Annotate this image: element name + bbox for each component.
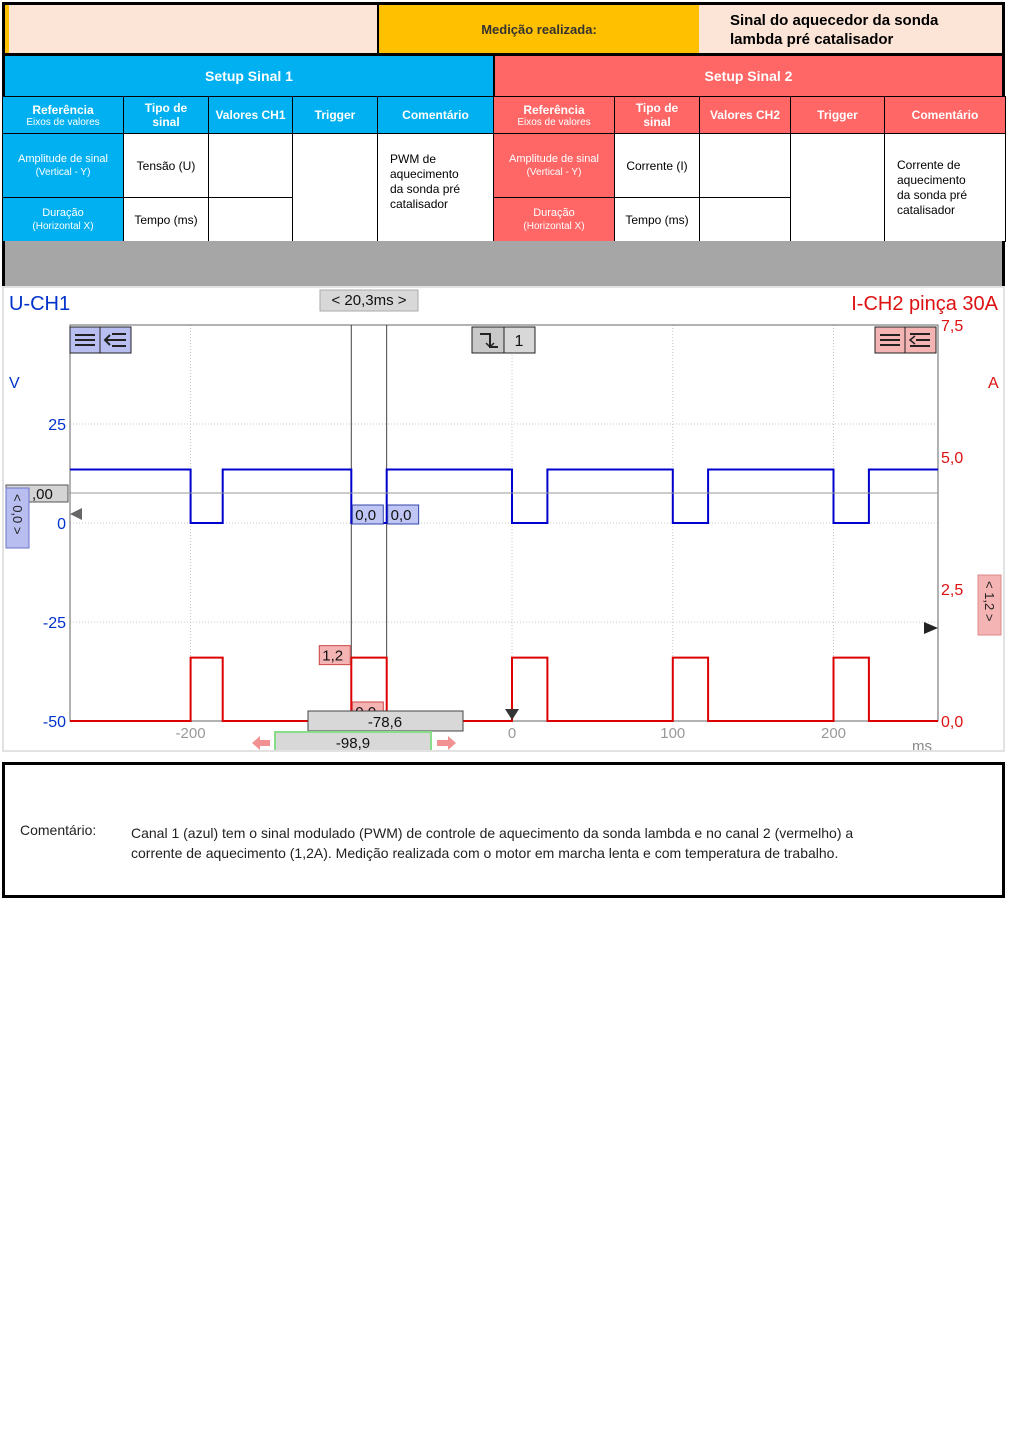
setup2-row2-type: Tempo (ms) bbox=[615, 198, 700, 242]
setup1-row1-type: Tensão (U) bbox=[124, 134, 209, 198]
ch2-offset-label: < 1,2 > bbox=[982, 581, 997, 622]
cursor-a-ch1-value: 0,0 bbox=[355, 507, 377, 524]
setup2-col-type-l2: sinal bbox=[643, 115, 671, 129]
setup1-comment-cell bbox=[378, 134, 494, 242]
setup1-col-comment: Comentário bbox=[378, 97, 494, 134]
setup2-col-type bbox=[615, 97, 700, 134]
x-unit: ms bbox=[912, 738, 932, 750]
y-right-tick-label: 2,5 bbox=[941, 582, 964, 599]
y-right-tick-label: 5,0 bbox=[941, 450, 964, 467]
ch2-title: I-CH2 pinça 30A bbox=[851, 293, 998, 315]
setup1-row2-type: Tempo (ms) bbox=[124, 198, 209, 242]
setup1-row1-label: Amplitude de sinal bbox=[18, 152, 108, 165]
setup1-comment-l1: PWM de bbox=[390, 151, 437, 166]
ch1-arrange-icon[interactable] bbox=[100, 327, 131, 353]
setup2-col-ref-label: Referência bbox=[523, 102, 585, 117]
series-line-2 bbox=[70, 658, 938, 721]
series-line-1 bbox=[70, 470, 938, 524]
setup2-row1-label: Amplitude de sinal bbox=[509, 152, 599, 165]
trigger-edge-icon[interactable] bbox=[472, 327, 504, 353]
setup1-title: Setup Sinal 1 bbox=[2, 56, 493, 96]
setup1-row2-values[interactable] bbox=[209, 198, 293, 242]
setup1-comment-l4: catalisador bbox=[390, 196, 449, 211]
cursor-pos-b: -98,9 bbox=[335, 735, 371, 750]
setup1-row-amplitude bbox=[3, 134, 124, 198]
signal-title bbox=[699, 2, 1005, 56]
setup2-col-values: Valores CH2 bbox=[700, 97, 791, 134]
setup2-row-duration bbox=[494, 198, 615, 242]
separator-bar bbox=[2, 241, 1005, 286]
trigger-position-marker[interactable] bbox=[505, 709, 519, 720]
setup1-row1-sub: (Vertical - Y) bbox=[35, 166, 91, 178]
scroll-right-icon[interactable] bbox=[437, 736, 456, 750]
setup2-row1-values[interactable] bbox=[700, 134, 791, 198]
series-layer bbox=[70, 470, 938, 722]
setup2-comment-l2: aquecimento bbox=[897, 172, 966, 187]
setup1-col-values: Valores CH1 bbox=[209, 97, 293, 134]
signal-title-line2: lambda pré catalisador bbox=[730, 31, 894, 48]
setup2-row2-label: Duração bbox=[533, 206, 575, 219]
y-left-tick-label: 25 bbox=[48, 417, 66, 434]
x-tick-label: 200 bbox=[821, 725, 847, 742]
x-tick-label: -200 bbox=[175, 725, 206, 742]
setup1-col-type-l1: Tipo de bbox=[144, 101, 188, 115]
oscilloscope-panel bbox=[2, 286, 1005, 752]
setup2-row2-values[interactable] bbox=[700, 198, 791, 242]
setup2-row2-sub: (Horizontal X) bbox=[523, 220, 585, 232]
setup1-comment-l2: aquecimento bbox=[390, 166, 459, 181]
setup2-trigger-cell[interactable] bbox=[791, 134, 885, 242]
setup2-row1-sub: (Vertical - Y) bbox=[526, 166, 582, 178]
setup2-comment-l1: Corrente de bbox=[897, 157, 961, 172]
measurement-label: Medição realizada: bbox=[377, 2, 699, 56]
ch2-menu-icon[interactable] bbox=[875, 327, 905, 353]
setup1-comment-l3: da sonda pré bbox=[390, 181, 461, 196]
setup1-col-type-l2: sinal bbox=[152, 115, 180, 129]
ch1-zero-arrow[interactable] bbox=[70, 508, 82, 520]
setup2-comment-cell bbox=[885, 134, 1006, 242]
ch1-offset-label: < 0,0 > bbox=[10, 494, 25, 535]
setup2-col-trigger: Trigger bbox=[791, 97, 885, 134]
y-left-tick-label: 0 bbox=[57, 516, 66, 533]
x-tick-label: 0 bbox=[507, 725, 517, 742]
setup1-table bbox=[2, 96, 494, 242]
scroll-left-icon[interactable] bbox=[252, 736, 270, 750]
setup2-col-type-l1: Tipo de bbox=[635, 101, 679, 115]
signal-title-line1: Sinal do aquecedor da sonda bbox=[730, 12, 939, 29]
comment-label: Comentário: bbox=[20, 822, 97, 838]
setup1-col-type bbox=[124, 97, 209, 134]
ch2-zero-arrow[interactable] bbox=[924, 622, 938, 634]
setup1-trigger-cell[interactable] bbox=[293, 134, 378, 242]
setup2-comment-l4: catalisador bbox=[897, 202, 956, 217]
cursor-delta: < 20,3ms > bbox=[331, 292, 407, 309]
setup1-col-ref bbox=[3, 97, 124, 134]
setup2-title: Setup Sinal 2 bbox=[493, 56, 1005, 96]
cursor-a-ch2-value: 1,2 bbox=[322, 647, 344, 665]
comment-line2: corrente de aquecimento (1,2A). Medição realizada com o motor em marcha lenta e com temperatura de trabalho. bbox=[131, 845, 839, 861]
setup1-row2-sub: (Horizontal X) bbox=[32, 220, 94, 232]
y-right-tick-label: 7,5 bbox=[941, 318, 964, 335]
setup2-col-ref bbox=[494, 97, 615, 134]
setup1-col-ref-label: Referência bbox=[32, 102, 94, 117]
setup2-comment-l3: da sonda pré bbox=[897, 187, 968, 202]
comment-line1: Canal 1 (azul) tem o sinal modulado (PWM) de controle de aquecimento da sonda lambda e no canal 2 (vermelho) a bbox=[131, 825, 854, 841]
setup1-col-trigger: Trigger bbox=[293, 97, 378, 134]
ch1-menu-icon[interactable] bbox=[70, 327, 100, 353]
setup2-row-amplitude bbox=[494, 134, 615, 198]
setup1-col-ref-sub: Eixos de valores bbox=[26, 116, 100, 128]
ch1-unit: V bbox=[9, 375, 20, 392]
y-left-tick-label: -25 bbox=[42, 615, 66, 632]
comment-text bbox=[131, 823, 971, 863]
setup2-col-ref-sub: Eixos de valores bbox=[517, 116, 591, 128]
y-right-tick-label: 0,0 bbox=[941, 714, 964, 731]
y-left-ticks bbox=[43, 417, 66, 731]
y-right-ticks bbox=[941, 318, 963, 731]
cursor-pos-a: -78,6 bbox=[367, 714, 403, 731]
ch1-marker-label: ,00 bbox=[32, 486, 53, 503]
x-tick-label: 100 bbox=[660, 725, 686, 742]
header-empty-cell bbox=[2, 2, 377, 56]
y-left-tick-label: -50 bbox=[42, 714, 66, 731]
setup2-col-comment: Comentário bbox=[885, 97, 1006, 134]
ch1-title: U-CH1 bbox=[9, 293, 71, 315]
cursor-b-ch1-value: 0,0 bbox=[390, 507, 412, 524]
scope-chart bbox=[4, 288, 1003, 750]
ch2-arrange-icon[interactable] bbox=[905, 327, 936, 353]
setup1-row2-label: Duração bbox=[42, 206, 84, 219]
setup1-row-duration bbox=[3, 198, 124, 242]
trigger-channel-label: 1 bbox=[514, 333, 524, 350]
ch2-unit: A bbox=[988, 375, 999, 392]
setup2-table bbox=[493, 96, 1006, 242]
setup1-row1-values[interactable] bbox=[209, 134, 293, 198]
setup2-row1-type: Corrente (I) bbox=[615, 134, 700, 198]
